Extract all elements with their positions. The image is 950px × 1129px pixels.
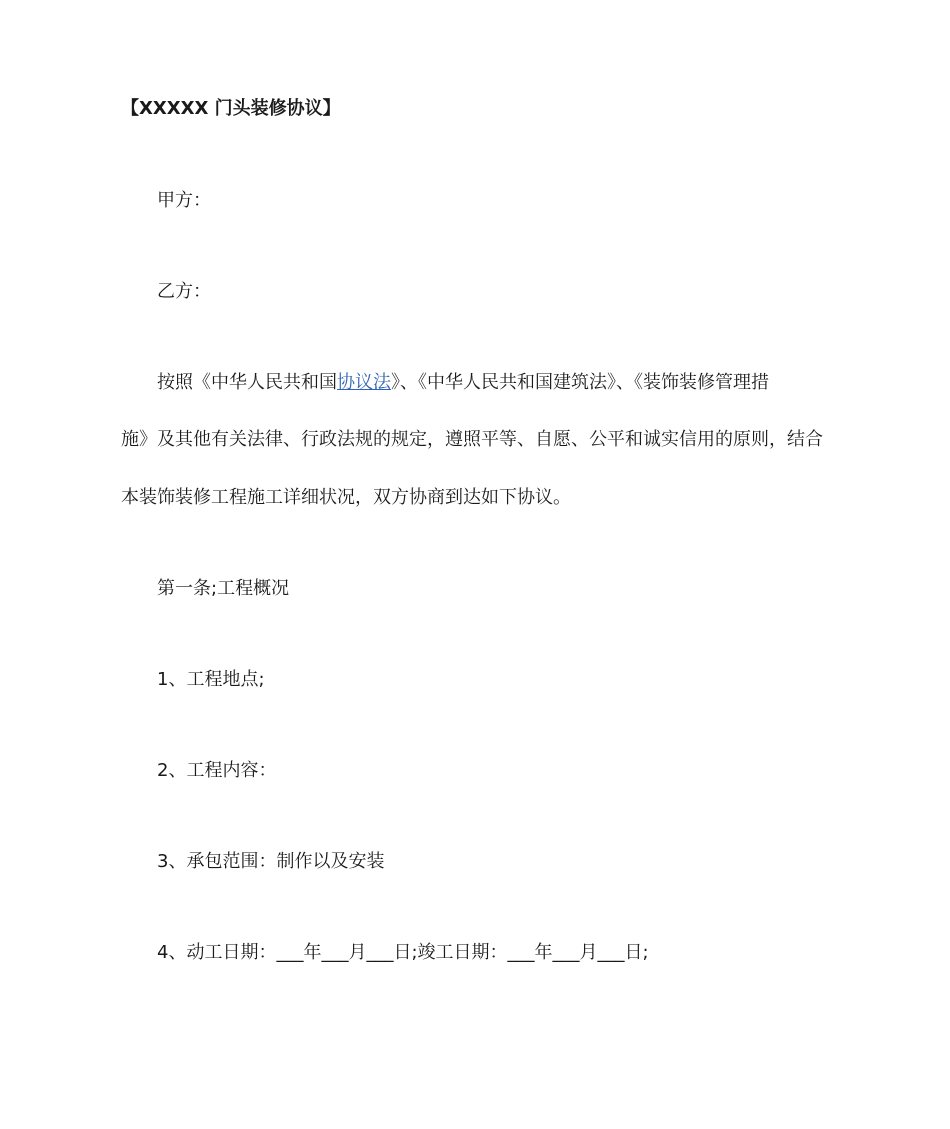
list-item: 3、承包范围：制作以及安装 (157, 851, 385, 872)
list-item: 1、工程地点; (157, 669, 265, 690)
list-item: 4、动工日期：___年___月___日;竣工日期：___年___月___日; (157, 942, 649, 963)
intro-text-after-link: 》、《中华人民共和国建筑法》、《装饰装修管理措 (391, 372, 769, 393)
intro-line-2: 施》及其他有关法律、行政法规的规定，遵照平等、自愿、公平和诚实信用的原则，结合 (121, 429, 823, 450)
list-item: 2、工程内容： (157, 760, 277, 781)
intro-text-before-link: 按照《中华人民共和国 (157, 372, 337, 393)
intro-line-3: 本装饰装修工程施工详细状况，双方协商到达如下协议。 (121, 487, 571, 508)
article-1-heading: 第一条;工程概况 (157, 578, 290, 599)
party-a-label: 甲方： (157, 190, 211, 211)
intro-line-1 (157, 371, 769, 395)
party-b-label: 乙方： (157, 281, 211, 302)
contract-law-link[interactable]: 协议法 (337, 372, 391, 393)
document-title: 【XXXXX 门头装修协议】 (121, 98, 341, 119)
